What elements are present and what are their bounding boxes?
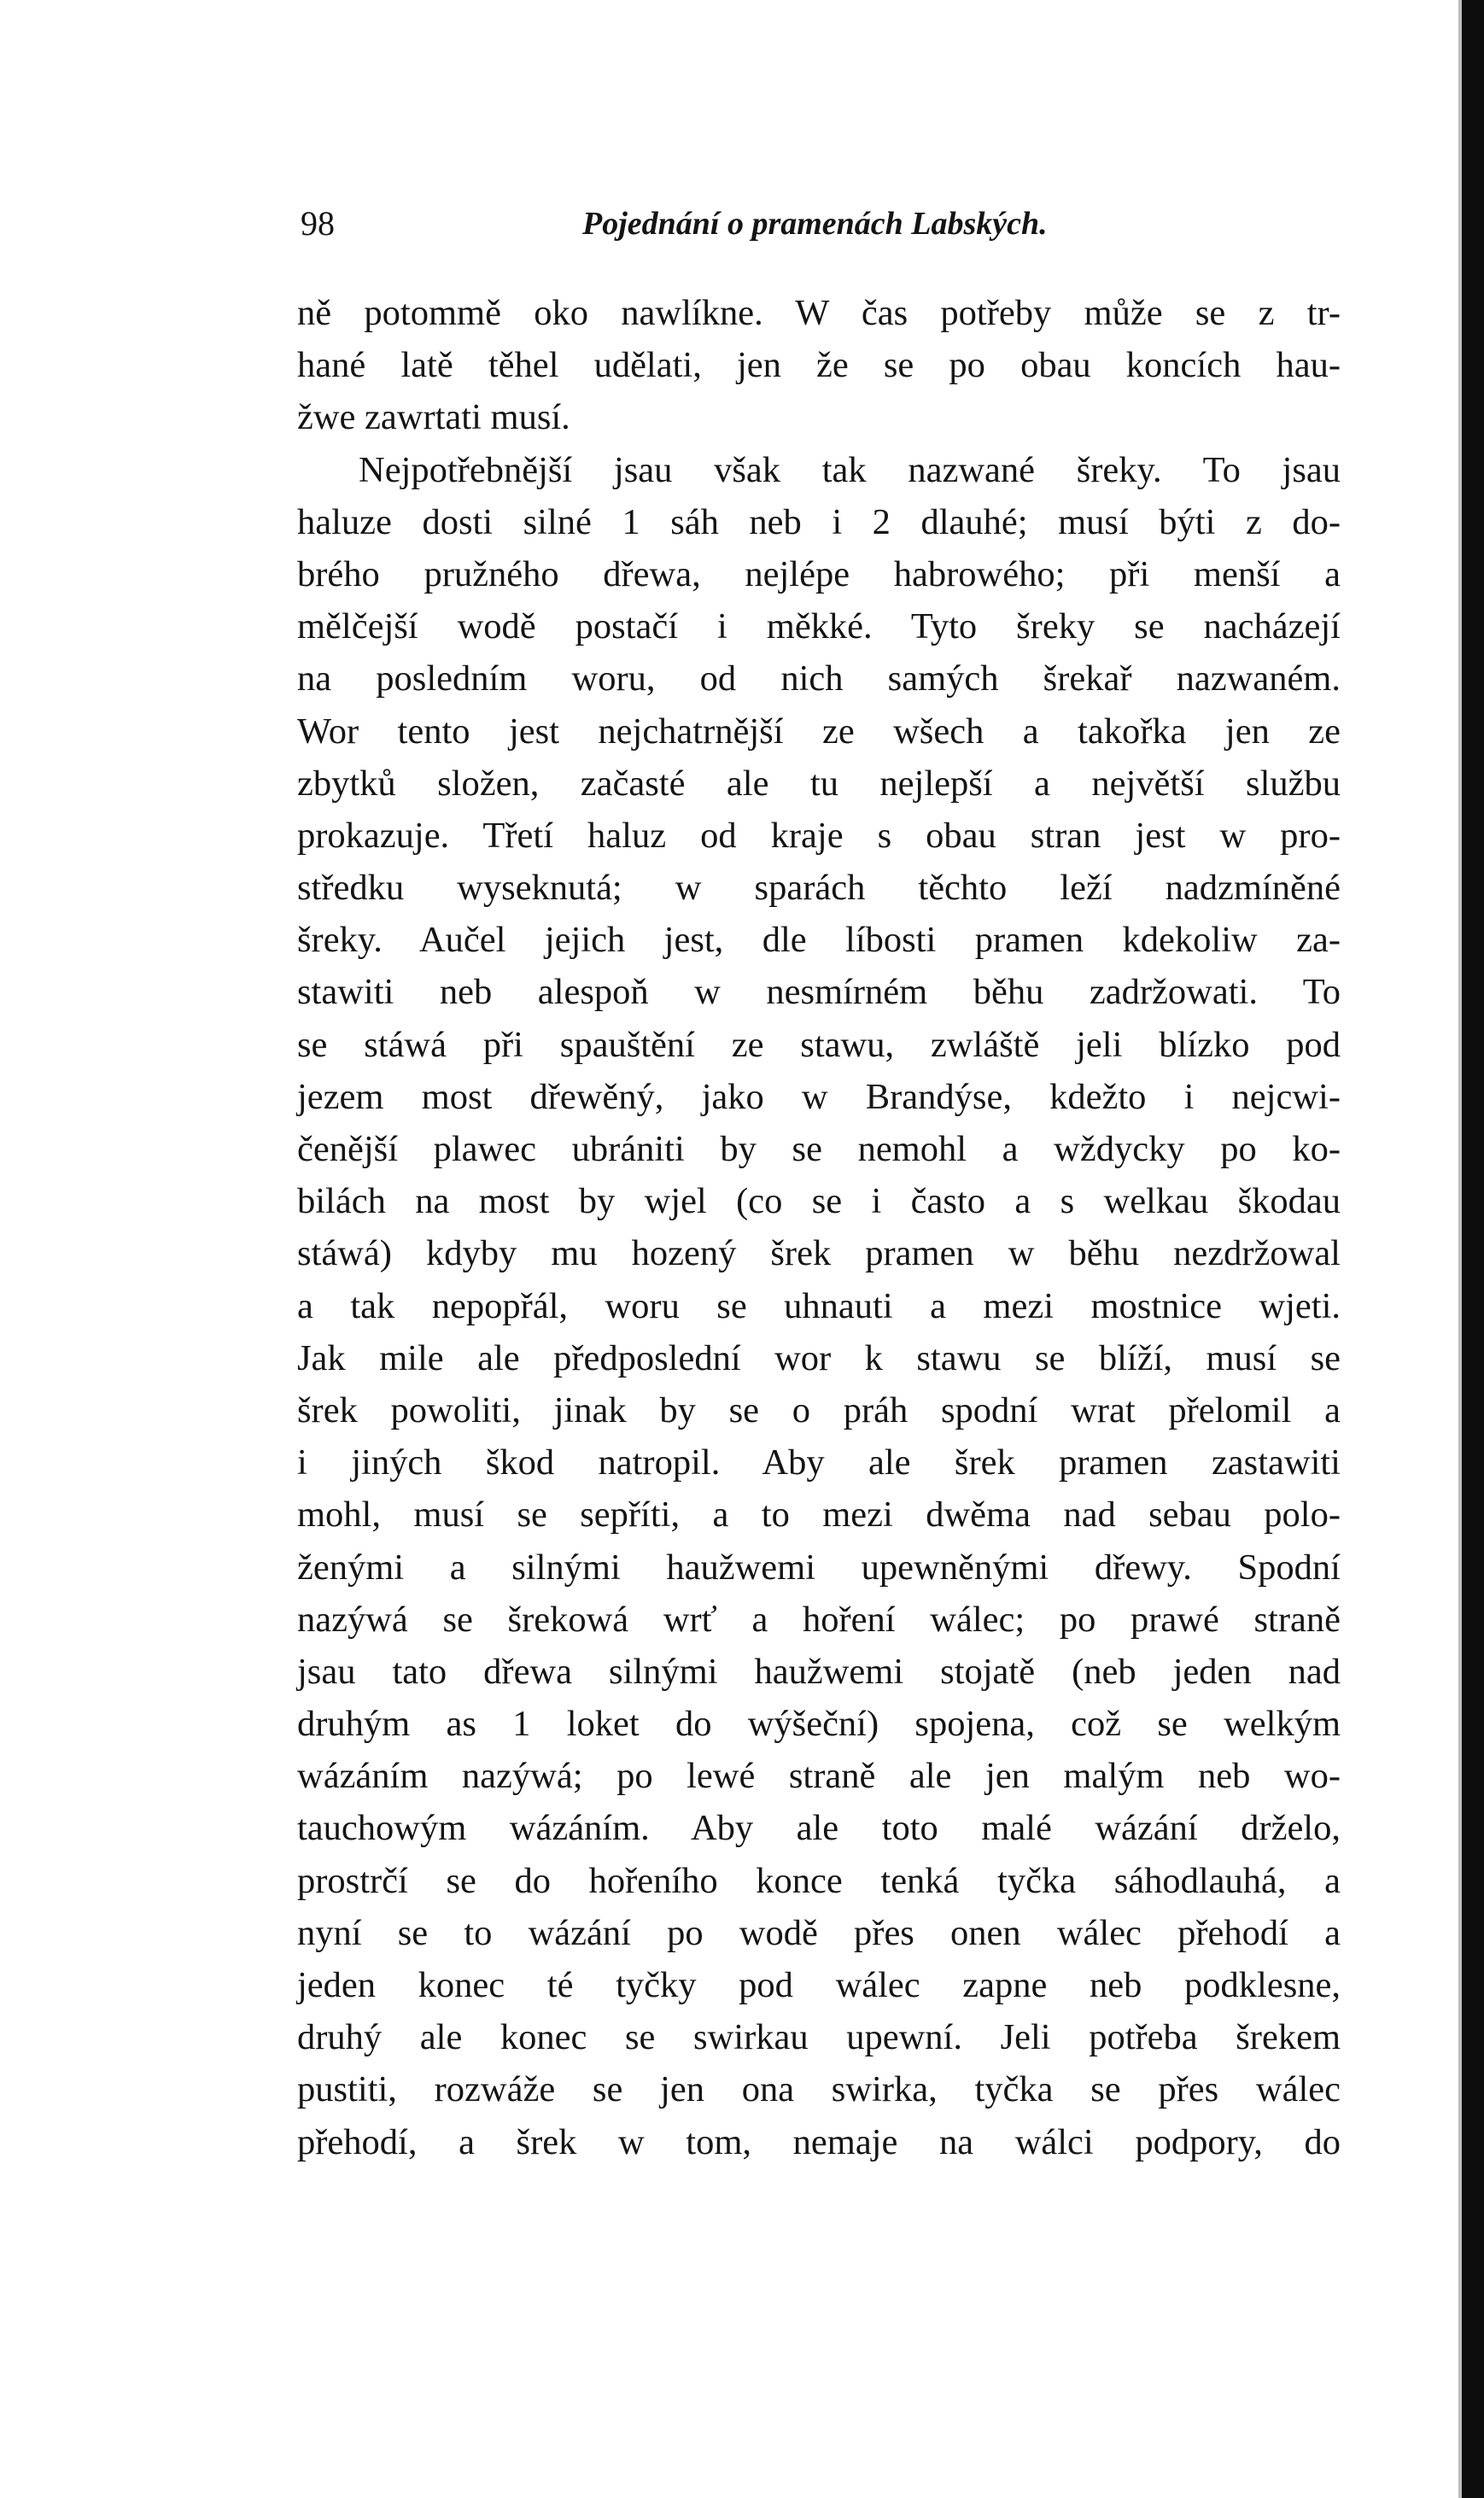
text-line: šrek powoliti, jinak by se o práh spodní wrat přelomil a <box>297 1389 1341 1430</box>
text-line: tauchowým wázáním. Aby ale toto malé wázání drželo, <box>297 1808 1341 1849</box>
text-line: středku wyseknutá; w sparách těchto leží nadzmíněné <box>297 868 1341 909</box>
text-line: brého pružného dřewa, nejlépe habrowého; při menší a <box>297 553 1341 594</box>
text-line: druhý ale konec se swirkau upewní. Jeli potřeba šrekem <box>297 2017 1341 2058</box>
text-line: nazýwá se šrekowá wrť a hoření wálec; po prawé straně <box>297 1599 1341 1640</box>
text-line: haluze dosti silné 1 sáh neb i 2 dlauhé; musí býti z do- <box>297 501 1341 542</box>
text-line: ženými a silnými haužwemi upewněnými dřewy. Spodní <box>297 1547 1341 1588</box>
text-line: Nejpotřebnější jsau však tak nazwané šreky. To jsau <box>359 449 1341 490</box>
text-line: bilách na most by wjel (co se i často a s welkau škodau <box>297 1181 1341 1222</box>
text-line: čenější plawec ubrániti by se nemohl a wždycky po ko- <box>297 1129 1341 1169</box>
text-line: a tak nepopřál, woru se uhnauti a mezi mostnice wjeti. <box>297 1285 1341 1326</box>
text-line: hané latě těhel udělati, jen že se po obau koncích hau- <box>297 345 1341 386</box>
text-line: i jiných škod natropil. Aby ale šrek pramen zastawiti <box>297 1442 1341 1483</box>
text-line: zbytků složen, začasté ale tu nejlepší a největší službu <box>297 763 1341 804</box>
text-line: Wor tento jest nejchatrnější ze wšech a takořka jen ze <box>297 711 1341 752</box>
page-header <box>301 203 1436 254</box>
text-line: pustiti, rozwáže se jen ona swirka, tyčka se přes wálec <box>297 2069 1341 2110</box>
text-line: mělčejší wodě postačí i měkké. Tyto šreky se nacházejí <box>297 606 1341 647</box>
text-line: stáwá) kdyby mu hozený šrek pramen w běhu nezdržowal <box>297 1233 1341 1274</box>
text-line: jezem most dřewěný, jako w Brandýse, kdežto i nejcwi- <box>297 1076 1341 1117</box>
running-title: Pojednání o pramenách Labských. <box>582 206 1048 242</box>
body-text <box>297 287 1341 2168</box>
text-line: wázáním nazýwá; po lewé straně ale jen malým neb wo- <box>297 1756 1341 1797</box>
page-edge <box>1462 0 1484 2498</box>
text-line: jsau tato dřewa silnými haužwemi stojatě (neb jeden nad <box>297 1651 1341 1692</box>
text-line: šreky. Aučel jejich jest, dle líbosti pramen kdekoliw za- <box>297 920 1341 961</box>
text-line: mohl, musí se sepříti, a to mezi dwěma nad sebau polo- <box>297 1495 1341 1536</box>
text-line: přehodí, a šrek w tom, nemaje na wálci podpory, do <box>297 2121 1341 2162</box>
text-line: nyní se to wázání po wodě přes onen wálec přehodí a <box>297 1912 1341 1953</box>
text-line: stawiti neb alespoň w nesmírném běhu zadržowati. To <box>297 972 1341 1013</box>
text-line: na posledním woru, od nich samých šrekař nazwaném. <box>297 658 1341 699</box>
text-line: žwe zawrtati musí. <box>297 397 570 438</box>
text-line: prokazuje. Třetí haluz od kraje s obau stran jest w pro- <box>297 815 1341 856</box>
text-line: Jak mile ale předposlední wor k stawu se blíží, musí se <box>297 1337 1341 1378</box>
text-line: prostrčí se do hořeního konce tenká tyčka sáhodlauhá, a <box>297 1860 1341 1901</box>
text-line: druhým as 1 loket do wýšeční) spojena, což se welkým <box>297 1704 1341 1745</box>
text-line: se stáwá při spauštění ze stawu, zwláště jeli blízko pod <box>297 1024 1341 1065</box>
page-number: 98 <box>301 204 335 243</box>
text-line: ně potommě oko nawlíkne. W čas potřeby může se z tr- <box>297 293 1341 333</box>
text-line: jeden konec té tyčky pod wálec zapne neb podklesne, <box>297 1965 1341 2005</box>
